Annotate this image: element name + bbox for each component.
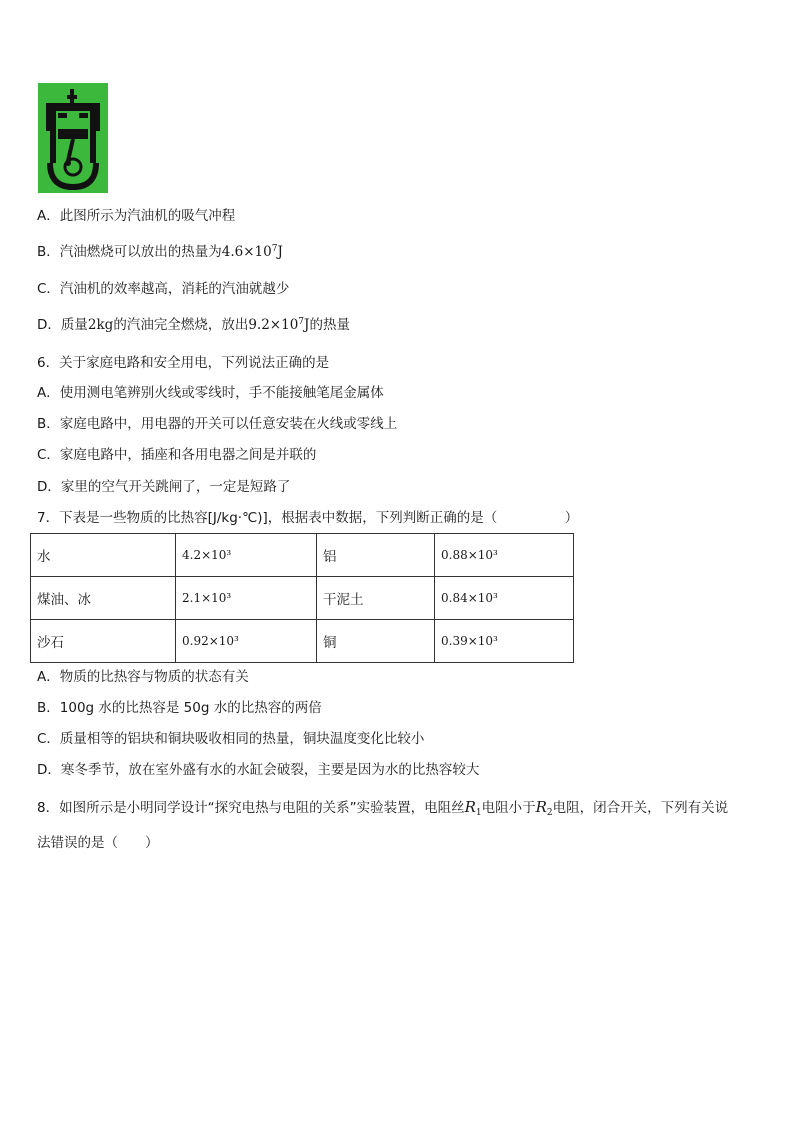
q5-option-d-prefix: D．质量 [37, 317, 88, 333]
q8-stem-line1 [37, 798, 728, 817]
table-cell: 0.88×10³ [435, 534, 574, 577]
q5-option-c: C．汽油机的效率越高，消耗的汽油就越少 [37, 281, 290, 297]
table-row [31, 577, 574, 620]
table-cell: 水 [31, 534, 176, 577]
table-cell: 煤油、冰 [31, 577, 176, 620]
table-cell: 干泥土 [317, 577, 435, 620]
specific-heat-table [30, 533, 574, 663]
q8-stem-part1: 8．如图所示是小明同学设计“探究电热与电阻的关系”实验装置，电阻丝 [37, 800, 465, 816]
engine-cylinder-icon [38, 83, 108, 193]
q6-option-c: C．家庭电路中，插座和各用电器之间是并联的 [37, 447, 317, 463]
q6-option-d: D．家里的空气开关跳闸了，一定是短路了 [37, 479, 291, 495]
q5-option-d-value: 9.2×10 [248, 317, 299, 333]
table-cell: 0.39×10³ [435, 620, 574, 663]
q5-option-b-exp: 7 [271, 244, 278, 254]
q6-option-b: B．家庭电路中，用电器的开关可以任意安装在火线或零线上 [37, 416, 398, 432]
table-cell: 4.2×10³ [176, 534, 317, 577]
q7-stem: 7．下表是一些物质的比热容[J/kg·℃)]，根据表中数据，下列判断正确的是（ ） [37, 510, 579, 526]
table-cell: 铝 [317, 534, 435, 577]
q5-option-d-mass: 2kg [87, 317, 114, 333]
q5-option-b-unit: J [277, 244, 283, 260]
q7-option-d: D．寒冬季节，放在室外盛有水的水缸会破裂，主要是因为水的比热容较大 [37, 762, 480, 778]
q8-r1-sub: 1 [475, 808, 482, 818]
q7-option-a: A．物质的比热容与物质的状态有关 [37, 669, 249, 685]
table-cell: 0.92×10³ [176, 620, 317, 663]
q7-option-c: C．质量相等的铝块和铜块吸收相同的热量，铜块温度变化比较小 [37, 731, 425, 747]
q5-option-d-suffix: 的热量 [309, 317, 350, 333]
q5-option-d [37, 316, 350, 334]
q5-option-b [37, 243, 283, 261]
table-cell: 0.84×10³ [435, 577, 574, 620]
q5-option-a: A．此图所示为汽油机的吸气冲程 [37, 208, 236, 224]
q5-option-b-text: B．汽油燃烧可以放出的热量为 [37, 244, 222, 260]
q5-option-b-value: 4.6×10 [221, 244, 272, 260]
q8-r2-sub: 2 [546, 808, 553, 818]
q6-stem: 6．关于家庭电路和安全用电，下列说法正确的是 [37, 355, 330, 371]
q8-r2: R [535, 798, 547, 816]
table-cell: 铜 [317, 620, 435, 663]
table-cell: 2.1×10³ [176, 577, 317, 620]
q8-stem-part3: 电阻，闭合开关，下列有关说 [552, 800, 729, 816]
table-row [31, 534, 574, 577]
table-cell: 沙石 [31, 620, 176, 663]
q5-option-d-exp: 7 [298, 317, 305, 327]
q8-r1: R [464, 798, 476, 816]
table-row [31, 620, 574, 663]
q8-stem-part2: 电阻小于 [481, 800, 536, 816]
q7-option-b: B．100g 水的比热容是 50g 水的比热容的两倍 [37, 700, 322, 716]
q5-option-d-mid: 的汽油完全燃烧，放出 [113, 317, 249, 333]
q5-option-d-unit: J [304, 317, 310, 333]
q8-stem-line2: 法错误的是（ ） [37, 835, 159, 851]
q6-option-a: A．使用测电笔辨别火线或零线时，手不能接触笔尾金属体 [37, 385, 384, 401]
